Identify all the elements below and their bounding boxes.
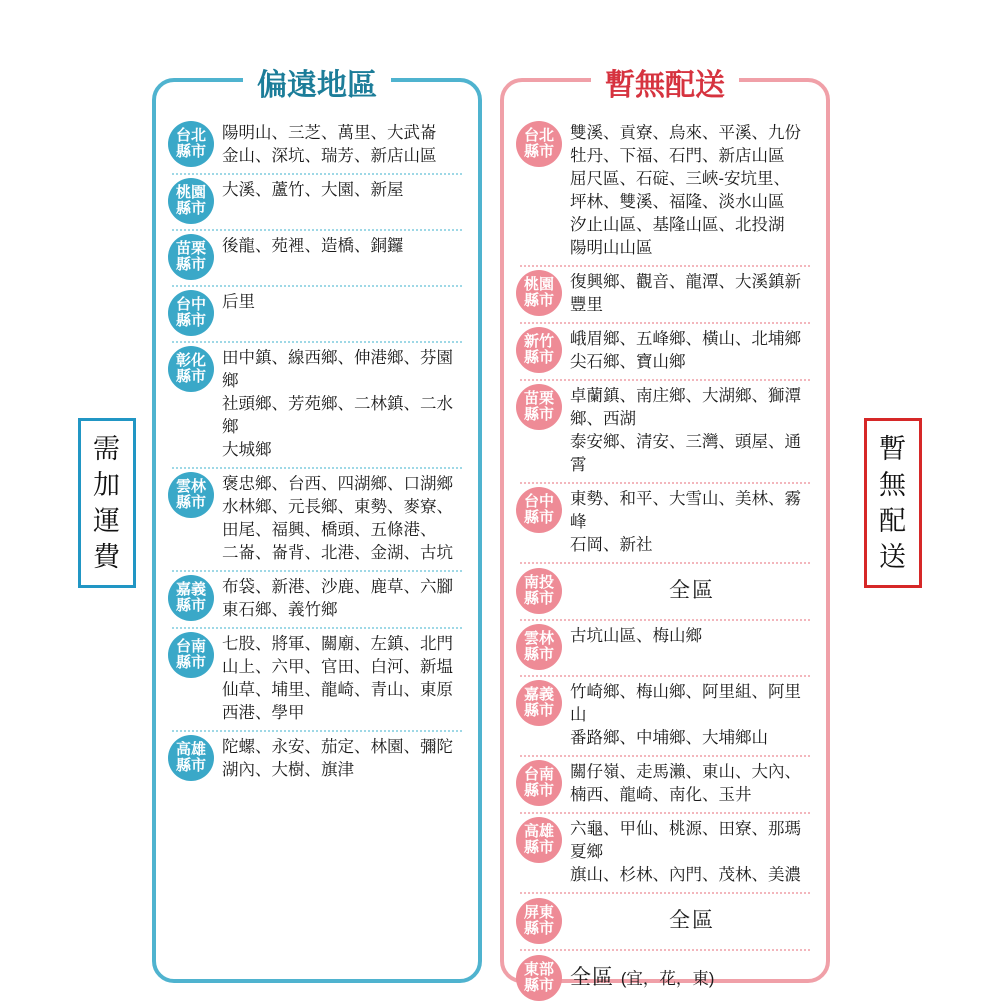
region-badge-line2: 縣市 bbox=[175, 757, 206, 774]
region-badge-line2: 縣市 bbox=[175, 368, 206, 385]
no-delivery-list bbox=[514, 116, 816, 1007]
region-area-text: 後龍、苑裡、造橋、銅鑼 bbox=[222, 237, 404, 255]
region-badge-line2: 縣市 bbox=[523, 143, 554, 160]
region-badge-line2: 縣市 bbox=[175, 597, 206, 614]
region-badge-line1: 桃園 bbox=[175, 184, 206, 201]
region-area-text: 東勢、和平、大雪山、美林、霧峰 石岡、新社 bbox=[570, 490, 801, 554]
region-badge-line2: 縣市 bbox=[523, 589, 554, 607]
table-row bbox=[166, 730, 468, 787]
remote-area-title: 偏遠地區 bbox=[243, 60, 391, 104]
table-row bbox=[166, 229, 468, 285]
region-badge-line1: 台北 bbox=[523, 127, 554, 144]
region-area-text: 陽明山、三芝、萬里、大武崙 金山、深坑、瑞芳、新店山區 bbox=[222, 124, 437, 165]
no-delivery-title: 暫無配送 bbox=[591, 60, 739, 104]
table-row bbox=[514, 619, 816, 675]
right-label-char-3: 配 bbox=[879, 506, 907, 536]
remote-area-list bbox=[166, 116, 468, 787]
region-area-text: 布袋、新港、沙鹿、鹿草、六腳 東石鄉、義竹鄉 bbox=[222, 578, 453, 619]
table-row bbox=[514, 322, 816, 379]
table-row bbox=[514, 675, 816, 755]
left-label-char-1: 需 bbox=[93, 434, 121, 464]
region-badge-line2: 縣市 bbox=[523, 292, 554, 309]
table-row bbox=[514, 265, 816, 322]
region-badge bbox=[516, 487, 562, 533]
table-row bbox=[514, 892, 816, 949]
table-row bbox=[166, 285, 468, 341]
region-badge-line1: 台北 bbox=[175, 127, 206, 144]
right-label-char-2: 無 bbox=[879, 470, 907, 500]
table-row bbox=[514, 379, 816, 482]
right-side-label bbox=[864, 418, 922, 588]
region-badge bbox=[516, 955, 562, 1001]
left-label-char-4: 費 bbox=[93, 542, 121, 572]
region-badge bbox=[168, 121, 214, 167]
region-badge bbox=[516, 760, 562, 806]
table-row bbox=[166, 116, 468, 173]
region-area-text: 六龜、甲仙、桃源、田寮、那瑪夏鄉 旗山、杉林、內門、茂林、美濃 bbox=[570, 820, 801, 884]
left-side-label bbox=[78, 418, 136, 588]
region-badge-line2: 縣市 bbox=[523, 349, 554, 366]
region-badge bbox=[168, 632, 214, 678]
table-row bbox=[166, 173, 468, 229]
region-badge bbox=[516, 270, 562, 316]
region-area-text: 古坑山區、梅山鄉 bbox=[570, 627, 702, 645]
region-badge bbox=[516, 898, 562, 944]
no-delivery-panel bbox=[500, 69, 830, 994]
region-badge bbox=[168, 575, 214, 621]
region-badge-line2: 縣市 bbox=[523, 702, 554, 719]
region-badge-line2: 縣市 bbox=[175, 312, 206, 329]
region-badge bbox=[168, 178, 214, 224]
region-badge bbox=[516, 327, 562, 373]
region-badge-line1: 新竹 bbox=[523, 333, 554, 350]
region-area-text: 復興鄉、觀音、龍潭、大溪鎮新豐里 bbox=[570, 273, 801, 314]
right-label-char-4: 送 bbox=[879, 542, 907, 572]
region-badge bbox=[168, 346, 214, 392]
table-row bbox=[514, 812, 816, 892]
region-area-text: 雙溪、貢寮、烏來、平溪、九份 牡丹、下福、石門、新店山區 屈尺區、石碇、三峽-安坑里、 坪林、雙溪、福隆、淡水山區 汐止山區、基隆山區、北投湖 陽明山山區 bbox=[570, 124, 801, 257]
region-badge bbox=[516, 817, 562, 863]
table-row bbox=[166, 467, 468, 570]
region-area-text: 全區 bbox=[669, 579, 715, 602]
region-area-text: 大溪、蘆竹、大園、新屋 bbox=[222, 181, 404, 199]
region-area-text: 七股、將軍、關廟、左鎮、北門 山上、六甲、官田、白河、新塭 仙草、埔里、龍崎、青山、東原 西港、學甲 bbox=[222, 635, 453, 722]
region-area-text: 褒忠鄉、台西、四湖鄉、口湖鄉 水林鄉、元長鄉、東勢、麥寮、 田尾、福興、橋頭、五條港、 二崙、崙背、北港、金湖、古坑 bbox=[222, 475, 453, 562]
region-badge-line1: 東部 bbox=[523, 961, 554, 978]
region-area-text: 峨眉鄉、五峰鄉、橫山、北埔鄉 尖石鄉、寶山鄉 bbox=[570, 330, 801, 371]
region-badge bbox=[168, 234, 214, 280]
region-badge bbox=[516, 624, 562, 670]
region-badge-line1: 台中 bbox=[175, 296, 206, 313]
table-row bbox=[166, 341, 468, 467]
region-badge-line1: 台中 bbox=[523, 493, 554, 510]
region-area-text: 后里 bbox=[222, 293, 255, 311]
region-badge bbox=[168, 290, 214, 336]
table-row bbox=[514, 755, 816, 812]
region-badge-line1: 嘉義 bbox=[523, 686, 554, 703]
region-badge-line1: 屏東 bbox=[523, 903, 554, 921]
table-row bbox=[514, 949, 816, 1007]
region-area-text: 全區 (宜，花，東) bbox=[570, 966, 715, 989]
table-row bbox=[514, 562, 816, 619]
region-badge-line2: 縣市 bbox=[175, 256, 206, 273]
region-badge-line2: 縣市 bbox=[523, 919, 554, 937]
table-row bbox=[166, 627, 468, 730]
region-badge-line2: 縣市 bbox=[523, 839, 554, 856]
right-label-char-1: 暫 bbox=[879, 434, 907, 464]
region-area-text: 卓蘭鎮、南庄鄉、大湖鄉、獅潭鄉、西湖 泰安鄉、清安、三灣、頭屋、通霄 bbox=[570, 387, 801, 474]
region-badge-line1: 彰化 bbox=[175, 352, 206, 369]
region-badge-line1: 嘉義 bbox=[175, 581, 206, 598]
region-badge-line2: 縣市 bbox=[523, 406, 554, 423]
region-badge-line2: 縣市 bbox=[523, 977, 554, 994]
region-badge bbox=[516, 384, 562, 430]
region-badge-line2: 縣市 bbox=[175, 200, 206, 217]
region-badge-line2: 縣市 bbox=[523, 782, 554, 799]
region-badge-line2: 縣市 bbox=[175, 143, 206, 160]
left-label-char-2: 加 bbox=[93, 470, 121, 500]
region-badge bbox=[516, 121, 562, 167]
region-area-text: 田中鎮、線西鄉、伸港鄉、芬園鄉 社頭鄉、芳苑鄉、二林鎮、二水鄉 大城鄉 bbox=[222, 349, 453, 459]
region-area-text: 全區 bbox=[669, 909, 715, 932]
table-row bbox=[166, 570, 468, 627]
region-badge-line1: 高雄 bbox=[523, 823, 554, 840]
remote-area-panel bbox=[152, 69, 482, 983]
region-badge-line2: 縣市 bbox=[175, 654, 206, 671]
region-badge-line2: 縣市 bbox=[523, 646, 554, 663]
table-row bbox=[514, 482, 816, 562]
region-badge-line1: 苗栗 bbox=[523, 390, 554, 407]
region-badge-line1: 雲林 bbox=[523, 630, 554, 647]
region-badge-line1: 南投 bbox=[523, 573, 554, 591]
region-badge-line1: 高雄 bbox=[175, 741, 206, 758]
region-badge bbox=[168, 472, 214, 518]
region-badge bbox=[168, 735, 214, 781]
region-badge-line1: 台南 bbox=[175, 638, 206, 655]
region-badge bbox=[516, 680, 562, 726]
region-badge bbox=[516, 568, 562, 614]
region-badge-line1: 桃園 bbox=[523, 276, 554, 293]
region-badge-line2: 縣市 bbox=[523, 509, 554, 526]
region-area-text: 竹崎鄉、梅山鄉、阿里組、阿里山 番路鄉、中埔鄉、大埔鄉山 bbox=[570, 683, 801, 747]
region-area-text: 陀螺、永安、茄定、林園、彌陀 湖內、大樹、旗津 bbox=[222, 738, 453, 779]
region-badge-line2: 縣市 bbox=[175, 494, 206, 511]
table-row bbox=[514, 116, 816, 265]
region-area-text: 關仔嶺、走馬瀨、東山、大內、 楠西、龍崎、南化、玉井 bbox=[570, 763, 801, 804]
region-badge-line1: 苗栗 bbox=[175, 240, 206, 257]
region-badge-line1: 雲林 bbox=[175, 478, 206, 495]
left-label-char-3: 運 bbox=[93, 506, 121, 536]
region-badge-line1: 台南 bbox=[523, 766, 554, 783]
